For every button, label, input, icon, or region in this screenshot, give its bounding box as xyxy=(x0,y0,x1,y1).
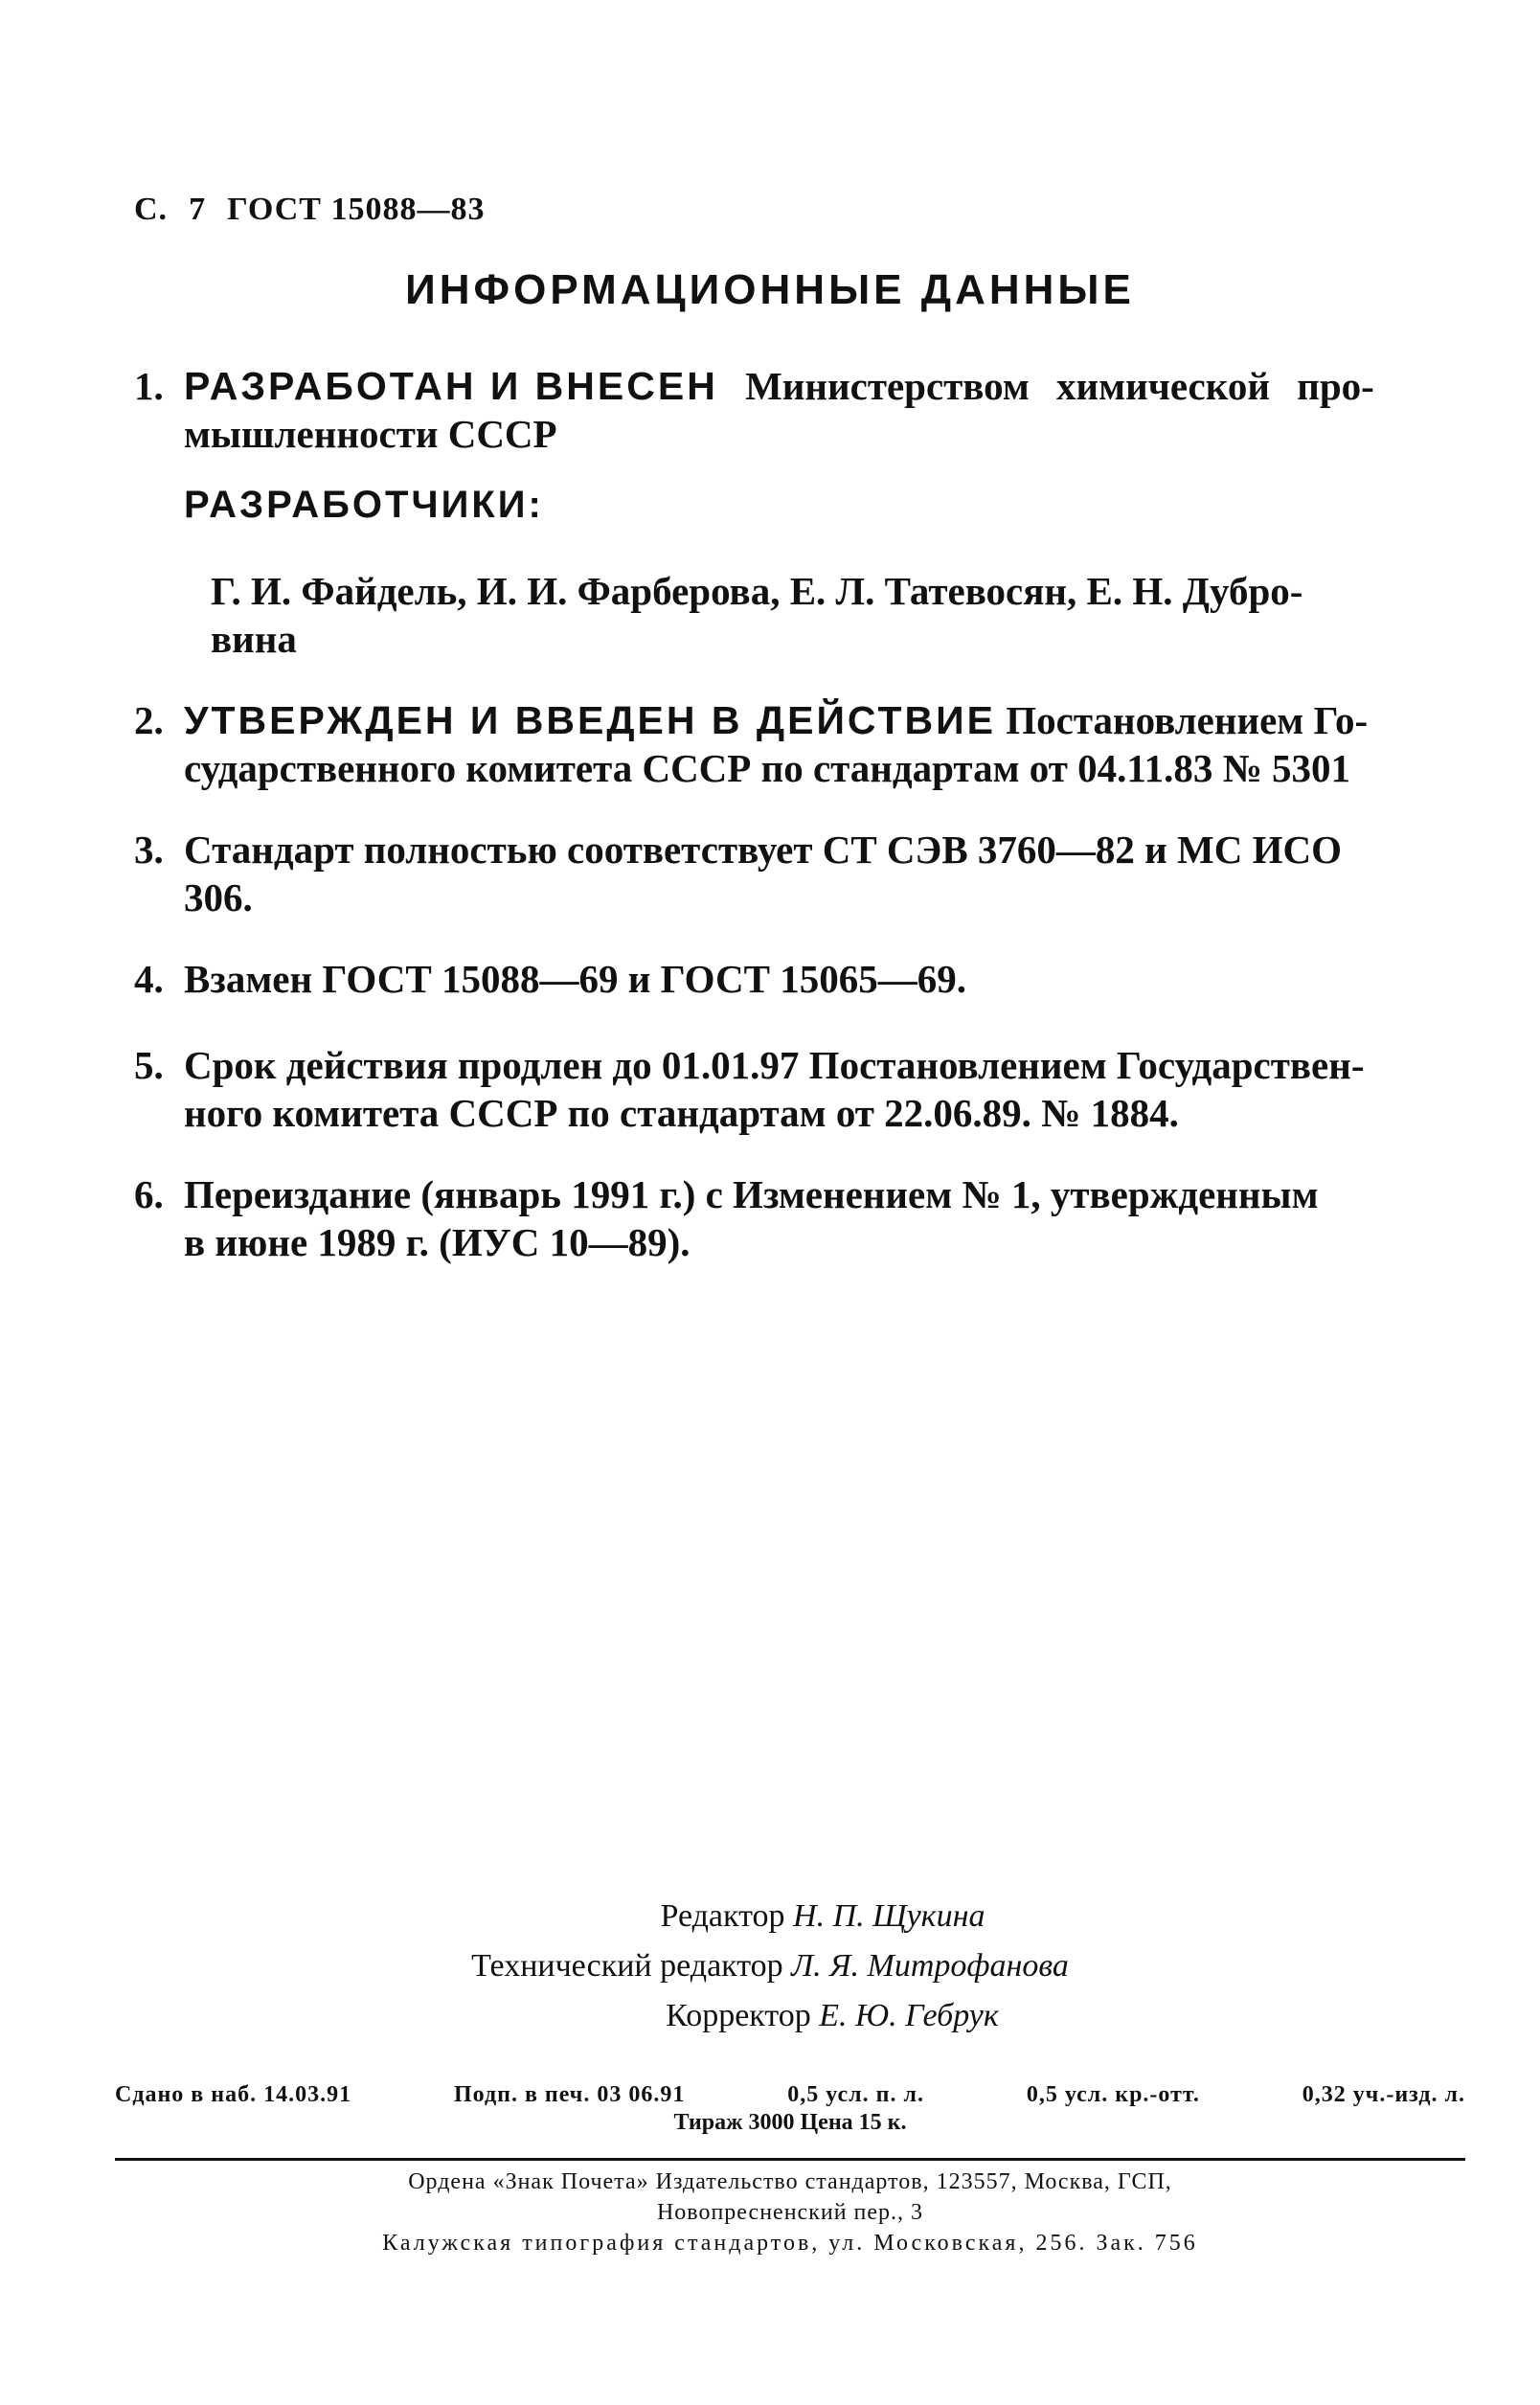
imprint-sent: Сдано в наб. 14.03.91 xyxy=(115,2082,352,2107)
divider xyxy=(115,2158,1465,2161)
imprint-run: Тираж 3000 Цена 15 к. xyxy=(673,2110,907,2135)
credit-name: Л. Я. Митрофанова xyxy=(791,1948,1069,1984)
item-text-line1: Министерством химической про- xyxy=(717,364,1374,408)
item-number: 1. xyxy=(134,364,164,408)
page-title: ИНФОРМАЦИОННЫЕ ДАННЫЕ xyxy=(405,266,1135,313)
credit-name: Е. Ю. Гебрук xyxy=(819,1998,999,2033)
item-number: 6. xyxy=(134,1172,164,1216)
page-number: 7 xyxy=(189,192,207,227)
item-number: 5. xyxy=(134,1043,164,1087)
info-item-6 xyxy=(134,1170,1465,1266)
item-text-line1: Взамен ГОСТ 15088—69 и ГОСТ 15065—69. xyxy=(184,957,967,1001)
page-prefix: С. xyxy=(134,192,169,227)
standard-number: ГОСТ 15088—83 xyxy=(227,192,486,227)
publisher-info xyxy=(115,2167,1465,2258)
credit-role: Редактор xyxy=(660,1898,785,1934)
publisher-line1: Ордена «Знак Почета» Издательство стандартов, 123557, Москва, ГСП, xyxy=(408,2169,1172,2194)
item-text-line1: Срок действия продлен до 01.01.97 Постановлением Государствен- xyxy=(184,1043,1365,1087)
imprint-signed: Подп. в печ. 03 06.91 xyxy=(454,2082,686,2107)
editorial-credits xyxy=(0,1892,1540,2041)
developers-line2: вина xyxy=(211,617,297,661)
developers-line1: Г. И. Файдель, И. И. Фарберова, Е. Л. Татевосян, Е. Н. Дубро- xyxy=(211,569,1303,613)
item-text-line2: в июне 1989 г. (ИУС 10—89). xyxy=(184,1220,691,1264)
credit-proofreader xyxy=(0,1991,1540,2041)
item-text-line2: сударственного комитета СССР по стандартам от 04.11.83 № 5301 xyxy=(184,746,1351,790)
item-number: 2. xyxy=(134,698,164,742)
item-text-line2: мышленности СССР xyxy=(184,412,557,456)
item-text-line2: 306. xyxy=(184,875,253,919)
item-text-line1: Стандарт полностью соответствует СТ СЭВ 3760—82 и МС ИСО xyxy=(184,828,1342,872)
publisher-line3: Калужская типография стандартов, ул. Московская, 256. Зак. 756 xyxy=(382,2231,1198,2256)
imprint-print-sheets: 0,5 усл. п. л. xyxy=(787,2082,924,2107)
developers-list xyxy=(211,567,1465,663)
info-item-1 xyxy=(134,362,1465,458)
credit-name: Н. П. Щукина xyxy=(793,1898,985,1934)
imprint-print-sheets-color: 0,5 усл. кр.-отт. xyxy=(1026,2082,1200,2107)
item-lead: РАЗРАБОТАН И ВНЕСЕН xyxy=(184,364,718,408)
item-number: 4. xyxy=(134,957,164,1001)
credit-role: Технический редактор xyxy=(471,1948,783,1984)
item-lead: УТВЕРЖДЕН И ВВЕДЕН В ДЕЙСТВИЕ xyxy=(184,698,996,742)
credit-tech-editor xyxy=(0,1941,1540,1991)
info-item-2 xyxy=(134,696,1465,792)
info-item-4 xyxy=(134,955,1465,1003)
publisher-line2: Новопресненский пер., 3 xyxy=(656,2200,924,2225)
info-item-3 xyxy=(134,826,1465,921)
developers-heading: РАЗРАБОТЧИКИ: xyxy=(184,484,544,526)
item-number: 3. xyxy=(134,828,164,872)
running-header xyxy=(134,192,485,228)
info-item-5 xyxy=(134,1041,1465,1137)
item-text-line2: ного комитета СССР по стандартам от 22.06.89. № 1884. xyxy=(184,1091,1179,1135)
item-text-line1: Постановлением Го- xyxy=(995,698,1369,742)
print-imprint xyxy=(115,2082,1465,2136)
imprint-pub-sheets: 0,32 уч.-изд. л. xyxy=(1302,2082,1465,2107)
credit-role: Корректор xyxy=(666,1998,811,2033)
credit-editor xyxy=(0,1892,1540,1941)
item-text-line1: Переиздание (январь 1991 г.) с Изменением № 1, утвержденным xyxy=(184,1172,1319,1216)
